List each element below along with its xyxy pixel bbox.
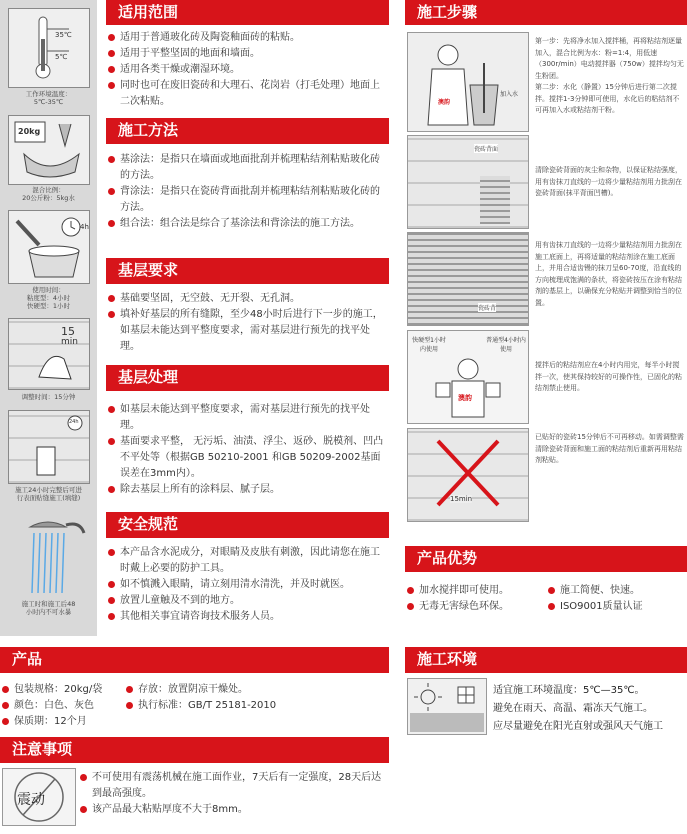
thermo-low-label: 5℃ (55, 53, 68, 61)
list-item: 适用于普通玻化砖及陶瓷釉面砖的粘贴。 (108, 30, 386, 46)
adjust-minutes-unit: min (61, 337, 78, 347)
base-requirements-title: 基层要求 (106, 258, 389, 284)
advantages-title: 产品优势 (405, 546, 687, 572)
grout-caption-line2: 行表面贴缝施工(填缝) (16, 494, 81, 502)
no-vibration-icon (2, 768, 76, 826)
list-item: ISO9001质量认证 (548, 599, 686, 615)
thermo-high-label: 35℃ (55, 31, 72, 39)
notes-list (80, 770, 388, 818)
list-item: 填补好基层的所有缝隙，至少48小时后进行下一步的施工，如基层未能达到平整度要求，需对基层进行预先的找平处理。 (108, 307, 386, 355)
list-item: 不可使用有震荡机械在施工面作业，7天后有一定强度，28天后达到最高强度。 (80, 770, 388, 802)
base-treatment-list (108, 402, 386, 498)
weather-icon (407, 678, 487, 735)
step-pot-life-image (407, 330, 529, 424)
list-item: 基面要求平整， 无污垢、油渍、浮尘、返砂、脱模剂、凹凸不平处等（根据GB 50210-2001 和GB 50209-2002基面误差在3mm内）。 (108, 434, 386, 482)
list-item: 保质期：12个月 (2, 714, 120, 730)
quick-set-label: 快硬型1小时内使用 (412, 337, 446, 353)
step-no-move-image (407, 428, 529, 522)
shower-icon (20, 515, 90, 597)
product-title: 产品 (0, 647, 389, 673)
base-treatment-title: 基层处理 (106, 365, 389, 391)
list-item: 包装规格：20kg/袋 (2, 682, 120, 698)
step-4-description: 用有齿抹刀直线的一边将少量粘结剂用力批刮在施工底面上，再将适量的粘结剂涂在施工底面上，并用合适齿镘的抹刀呈60-70度，沿直线的方向梳理成饱满的条状，将瓷砖按压在涂有粘结剂的基层上，以确保充分粘贴并调整到恰当的位置。 (535, 241, 682, 307)
safety-title: 安全规范 (106, 512, 389, 538)
step-back-coat-image (407, 135, 529, 229)
list-item: 基涂法：是指只在墙面或地面批刮并梳理粘结剂粘贴玻化砖的方法。 (108, 152, 386, 184)
list-item: 基础要坚固，无空鼓、无开裂、无孔洞。 (108, 291, 386, 307)
use-caption-quick: 快硬型：1小时 (26, 302, 71, 310)
step-3-description: 清除瓷砖背面的灰尘和杂物，以保证粘结强度，用有齿抹刀直线的一边将少量粘结剂用力批刮在瓷砖背面(抹平背面凹槽)。 (535, 166, 682, 197)
list-item: 存放：放置阴凉干燥处。 (126, 682, 388, 698)
list-item: 施工简便、快速。 (548, 583, 686, 599)
mix-caption-ratio: 20公斤粉：5kg水 (22, 194, 75, 202)
list-item: 如不慎溅入眼睛，请立刻用清水清洗，并及时就医。 (108, 577, 386, 593)
list-item: 组合法：组合法是综合了基涂法和背涂法的施工方法。 (108, 216, 386, 232)
safety-list (108, 545, 386, 625)
steps-title: 施工步骤 (405, 0, 687, 25)
normal-set-label: 普通型4小时内使用 (486, 337, 526, 353)
brand-logo: 澳韵 (458, 394, 472, 402)
mix-caption: 混合比例： (32, 186, 65, 194)
step-trowel-image (407, 232, 529, 326)
method-title: 施工方法 (106, 118, 389, 144)
list-item: 放置儿童触及不到的地方。 (108, 593, 386, 609)
use-caption-normal: 粘度型：4小时 (26, 294, 71, 302)
mixing-bag-icon (8, 115, 90, 185)
list-item: 除去基层上所有的涂料层、腻子层。 (108, 482, 386, 498)
list-item: 无毒无害绿色环保。 (407, 599, 547, 615)
step-5-description: 搅拌后的粘结剂应在4小时内用完，每半小时搅拌一次，使其保持较好的可操作性，已固化的粘结剂禁止使用。 (535, 361, 682, 392)
advantages-list-right (548, 583, 686, 615)
list-item: 执行标准：GB/T 25181-2010 (126, 698, 388, 714)
environment-line: 避免在雨天、高温、霜冻天气施工。 (493, 703, 653, 714)
tile-adjust-icon (8, 318, 90, 390)
scope-title: 适用范围 (106, 0, 389, 25)
grout-hours-label: 24h (69, 419, 79, 425)
use-caption: 使用时间： (32, 286, 65, 294)
list-item: 该产品最大粘贴厚度不大于8mm。 (80, 802, 388, 818)
step-6-description: 已贴好的瓷砖15分钟后不可再移动。如需调整需清除瓷砖背面和施工面的粘结剂后重新再用粘结剂粘贴。 (535, 433, 684, 464)
grout-caption-line1: 施工24小时完整后可进 (15, 486, 82, 494)
list-item: 其他相关事宜请咨询技术服务人员。 (108, 609, 386, 625)
water-caption-line2: 小时内不可水暴 (25, 608, 72, 616)
tile-back-label: 瓷砖背面 (474, 146, 499, 153)
tile-wall-label: 瓷砖背 (478, 305, 497, 312)
grout-24h-icon (8, 410, 90, 484)
adjust-minutes-number: 15 (61, 325, 75, 338)
bucket-clock-icon (8, 210, 90, 284)
list-item: 颜色：白色、灰色 (2, 698, 120, 714)
product-list-right (126, 682, 388, 714)
base-requirements-list (108, 291, 386, 355)
list-item: 本产品含水泥成分，对眼睛及皮肤有刺激，因此请您在施工时戴上必要的防护工具。 (108, 545, 386, 577)
list-item: 同时也可在废旧瓷砖和大理石、花岗岩（打毛处理）地面上二次粘贴。 (108, 78, 386, 110)
list-item: 如基层未能达到平整度要求，需对基层进行预先的找平处理。 (108, 402, 386, 434)
list-item: 背涂法：是指只在瓷砖背面批刮并梳理粘结剂粘贴玻化砖的方法。 (108, 184, 386, 216)
step-mixing-image (407, 32, 529, 132)
product-list-left (2, 682, 120, 730)
notes-title: 注意事项 (0, 737, 389, 763)
temp-caption-range: 5℃-35℃ (33, 98, 64, 106)
water-caption-line1: 施工时和施工后48 (21, 600, 76, 608)
adjust-caption: 调整时间：15分钟 (21, 393, 76, 401)
environment-line: 应尽量避免在阳光直射或强风天气施工 (493, 721, 663, 732)
water-label: 加入水 (500, 91, 519, 98)
vibration-label: 震动 (17, 792, 45, 808)
method-list (108, 152, 386, 232)
environment-title: 施工环境 (405, 647, 687, 673)
environment-line: 适宜施工环境温度：5℃—35℃。 (493, 685, 645, 696)
bag-weight-label: 20kg (18, 127, 41, 136)
list-item: 适用各类干燥或潮湿环境。 (108, 62, 386, 78)
thermometer-icon (8, 8, 90, 88)
scope-list (108, 30, 386, 110)
fifteen-min-label: 15min (450, 495, 473, 503)
temp-caption: 工作环境温度： (25, 90, 72, 98)
brand-logo: 澳韵 (438, 99, 451, 106)
step-1-description: 第一步：先将净水加入搅拌桶，再将粘结剂逐量加入，混合比例为水：粉=1:4，用低速（300r/min）电动搅拌器（750w）搅拌均匀无生粉团。 (535, 37, 684, 80)
list-item: 适用于平整坚固的地面和墙面。 (108, 46, 386, 62)
advantages-list-left (407, 583, 547, 615)
step-2-description: 第二步：水化（静置）15分钟后进行第二次搅拌。搅拌1-3分钟即可使用，水化后的粘结剂不可再加入水或粘结剂干粉。 (535, 83, 680, 114)
list-item: 加水搅拌即可使用。 (407, 583, 547, 599)
clock-hours-label: 4h (80, 223, 89, 231)
